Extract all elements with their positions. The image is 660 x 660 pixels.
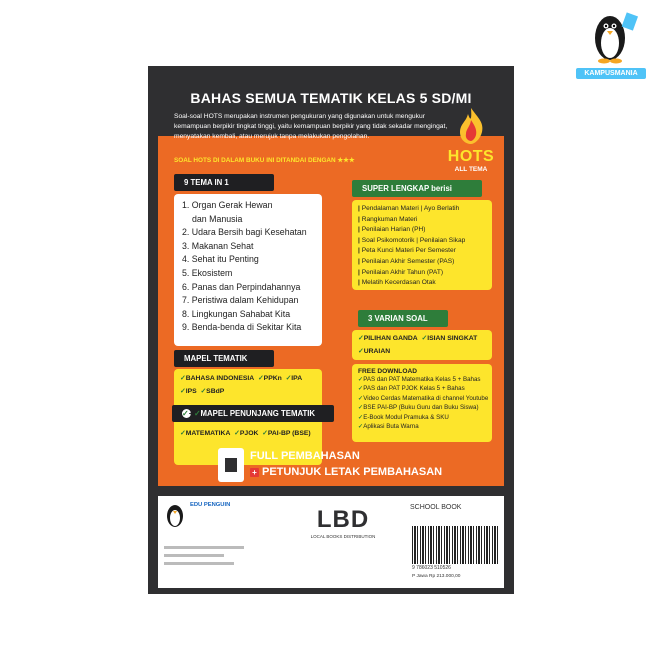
download-item: ✓ E-Book Modul Pramuka & SKU [358,413,492,422]
brand-badge: KAMPUSMANIA [576,68,646,79]
mapel-header: MAPEL TEMATIK [174,350,274,367]
varian-item: ✓ URAIAN [358,348,390,355]
publisher-block [164,502,274,565]
book-back-cover [148,66,514,594]
intro-text: Soal-soal HOTS merupakan instrumen pengukuran yang digunakan untuk mengukur kemampuan berpikir tingkat tinggi, yaitu kemampuan berpikir yang tidak sekadar mengingat, menyatakan kembali, atau merujuk tanpa melakukan pengolahan. [174,113,448,140]
mapel-item: ✓ PPKn [258,375,282,382]
lengkap-item: | Penilaian Harian (PH) [358,225,492,236]
tema-item: 1. Organ Gerak Hewan [182,200,273,210]
full-pembahasan [218,446,458,486]
download-item: ✓ BSE PAI-BP (Buku Guru dan Buku Siswa) [358,403,492,412]
lengkap-item: | Peta Kunci Materi Per Semester [358,246,492,257]
penunjang-item: ✓ PJOK [234,430,258,437]
lengkap-item: | Soal Psikomotorik | Penilaian Sikap [358,236,492,247]
varian-panel [352,330,492,360]
hots-text: HOTS [447,148,495,165]
lengkap-item: | Pendalaman Materi | Ayo Berlatih [358,204,492,215]
tema-header: 9 TEMA IN 1 [174,174,274,191]
hots-logo [446,108,496,180]
varian-header: 3 VARIAN SOAL [358,310,448,327]
mapel-item: ✓ IPA [286,375,303,382]
download-item: ✓ PAS dan PAT PJOK Kelas 5 + Bahas [358,384,492,393]
varian-item: ✓ PILIHAN GANDA [358,335,418,342]
lengkap-item: | Rangkuman Materi [358,215,492,226]
cover-title: BAHAS SEMUA TEMATIK KELAS 5 SD/MI [190,90,472,106]
school-book-label: SCHOOL BOOK [410,504,462,511]
lengkap-item: | Penilaian Akhir Semester (PAS) [358,257,492,268]
varian-item: ✓ ISIAN SINGKAT [421,335,477,342]
download-header: FREE DOWNLOAD [358,368,417,375]
orange-panel [158,136,504,486]
plus-icon: ✓ + [182,409,191,418]
hots-note: SOAL HOTS DI DALAM BUKU INI DITANDAI DENGAN ★★★ [174,157,355,164]
tema-item: 5. Ekosistem [182,267,233,278]
publisher-name: EDU PENGUIN [190,502,231,508]
tema-item: dan Manusia [192,213,243,224]
penunjang-item: ✓ MATEMATIKA [180,430,230,437]
tema-item: 8. Lingkungan Sahabat Kita [182,308,291,319]
tema-item: 2. Udara Bersih bagi Kesehatan [182,227,307,238]
download-item: ✓ Aplikasi Buta Warna [358,422,492,431]
mapel-item: ✓ BAHASA INDONESIA [180,375,254,382]
plus-icon: + [250,468,259,477]
full-line-1: FULL PEMBAHASAN [250,450,360,462]
lengkap-item: | Penilaian Akhir Tahun (PAT) [358,268,492,279]
penunjang-header: ✓ +✓ MAPEL PENUNJANG TEMATIK [172,405,334,422]
isbn-number: 9 786023 510526 [412,565,451,571]
publisher-penguin-icon [164,502,186,528]
document-icon [218,448,244,482]
tema-item: 6. Panas dan Perpindahannya [182,281,301,292]
barcode [412,526,498,564]
lengkap-panel [352,200,492,290]
mapel-item: ✓ IPS [180,388,197,395]
price-label: P Jawa Rp 213.000,00 [412,574,461,579]
bottom-info [158,496,504,588]
tema-item: 4. Sehat itu Penting [182,254,259,265]
tema-item: 7. Peristiwa dalam Kehidupan [182,295,299,306]
lbd-logo: LBD LOCAL BOOKS DISTRIBUTION [310,506,376,539]
download-panel [352,364,492,442]
tema-list [174,194,322,346]
flame-icon [456,108,486,144]
full-line-2: + PETUNJUK LETAK PEMBAHASAN [250,466,442,478]
lengkap-header: SUPER LENGKAP berisi [352,180,482,197]
mapel-item: ✓ SBdP [200,388,224,395]
hots-subtext: ALL TEMA [454,166,488,173]
tema-item: 9. Benda-benda di Sekitar Kita [182,322,302,333]
tema-item: 3. Makanan Sehat [182,240,254,251]
download-item: ✓ Video Cerdas Matematika di channel Youtube [358,394,492,403]
download-item: ✓ PAS dan PAT Matematika Kelas 5 + Bahas [358,375,492,384]
penunjang-item: ✓ PAI-BP (BSE) [262,430,311,437]
lengkap-item: | Melatih Kecerdasan Otak [358,278,492,289]
